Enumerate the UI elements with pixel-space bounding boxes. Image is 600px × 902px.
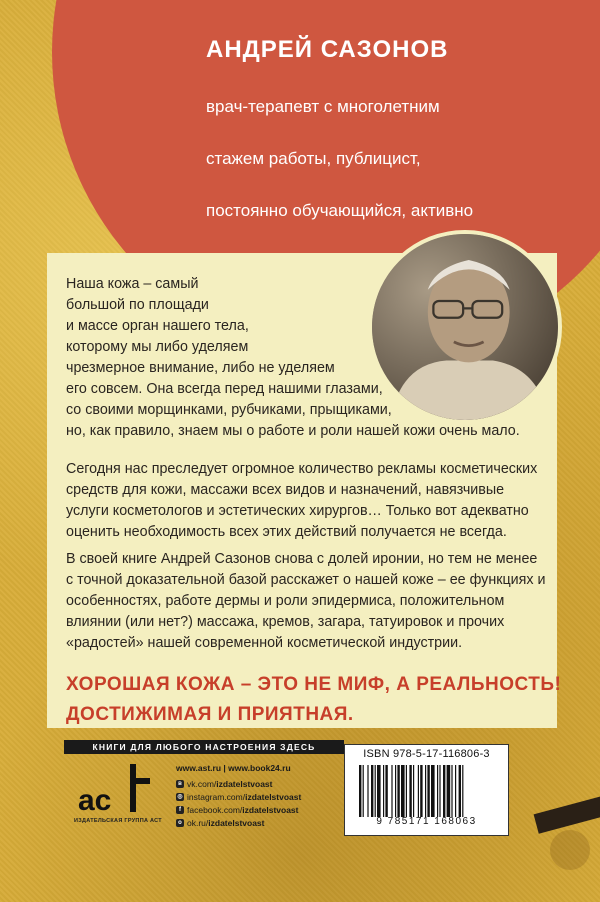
social-link-handle: izdatelstvoast: [208, 817, 265, 828]
barcode-stripe: [375, 765, 376, 817]
barcode-number: 9 785171 168063: [376, 816, 477, 827]
odnoklassniki-icon: о: [176, 819, 184, 827]
social-link-domain: facebook.com/: [187, 804, 243, 815]
blurb-paragraph-2: Сегодня нас преследует огромное количество рекламы косметических средств для кожи, массажи всех видов и назначений, навязчивые услуги косметологов и эстетических хирургов… Только вот адекватно оценить необходимость всех этих действий получается не всегда.: [66, 461, 538, 540]
barcode-stripe: [459, 765, 461, 817]
publisher-name: ИЗДАТЕЛЬСКАЯ ГРУППА АСТ: [74, 818, 162, 824]
instagram-icon: ◎: [177, 793, 183, 800]
slogan-line-2: ДОСТИЖИМАЯ И ПРИЯТНАЯ.: [66, 704, 354, 725]
vk-icon: в: [176, 780, 184, 788]
blurb-line: но, как правило, знаем мы о работе и роли нашей кожи очень мало.: [66, 423, 520, 439]
author-bio-line: постоянно обучающийся, активно: [206, 201, 474, 220]
barcode-stripe: [391, 765, 392, 817]
barcode-stripe: [377, 765, 381, 817]
social-link-domain: instagram.com/: [187, 791, 246, 802]
social-link-handle: izdatelstvoast: [245, 791, 302, 802]
barcode-stripe: [431, 765, 435, 817]
barcode-stripe: [385, 765, 387, 817]
barcode-stripe: [363, 765, 364, 817]
barcode-stripe: [447, 765, 451, 817]
blurb-line: со своими морщинками, рубчиками, прыщиками,: [66, 402, 392, 418]
barcode-stripe: [451, 765, 452, 817]
barcode-stripe: [409, 765, 411, 817]
barcode-stripe: [455, 765, 456, 817]
social-link-domain: vk.com/: [187, 778, 217, 789]
tagline-bar: КНИГИ ДЛЯ ЛЮБОГО НАСТРОЕНИЯ ЗДЕСЬ: [64, 740, 344, 754]
barcode-stripe: [418, 765, 419, 817]
barcode-stripe: [437, 765, 438, 817]
blurb-line: его совсем. Она всегда перед нашими глазами,: [66, 381, 383, 397]
blurb-line: и массе орган нашего тела,: [66, 318, 249, 334]
social-link-vk[interactable]: [176, 777, 301, 790]
author-bio-line: стажем работы, публицист,: [206, 149, 421, 168]
barcode-stripe: [371, 765, 373, 817]
social-link-ok[interactable]: [176, 816, 301, 829]
author-name: АНДРЕЙ САЗОНОВ: [206, 36, 449, 63]
social-link-facebook[interactable]: [176, 803, 301, 816]
publisher-links: [176, 763, 301, 829]
barcode-stripe: [425, 765, 426, 817]
barcode-stripe: [367, 765, 368, 817]
logo-text: ac: [78, 784, 112, 817]
blurb-line: чрезмерное внимание, либо не уделяем: [66, 360, 335, 376]
barcode-stripe: [383, 765, 384, 817]
barcode-stripe: [395, 765, 396, 817]
barcode-stripe: [413, 765, 414, 817]
social-link-instagram[interactable]: [176, 790, 301, 803]
barcode-stripe: [462, 765, 463, 817]
blurb-line: которому мы либо уделяем: [66, 339, 249, 355]
blurb-line: Наша кожа – самый: [66, 276, 199, 292]
blurb-paragraph-1: [66, 274, 520, 442]
barcode-stripe: [439, 765, 440, 817]
barcode-stripe: [427, 765, 429, 817]
isbn: ISBN 978-5-17-116806-3: [363, 748, 490, 760]
facebook-icon: f: [176, 806, 184, 814]
social-link-handle: izdatelstvoast: [242, 804, 299, 815]
site-links[interactable]: www.ast.ru | www.book24.ru: [176, 763, 291, 773]
barcode-stripe: [359, 765, 361, 817]
social-link-handle: izdatelstvoast: [216, 778, 273, 789]
barcode-stripe: [406, 765, 407, 817]
barcode-stripe: [397, 765, 399, 817]
barcode-stripe: [420, 765, 422, 817]
slogan: [66, 670, 561, 730]
barcode: [359, 765, 494, 817]
barcode-box: [344, 744, 509, 836]
author-bio-line: врач-терапевт с многолетним: [206, 97, 440, 116]
barcode-stripe: [443, 765, 445, 817]
barcode-stripe: [401, 765, 405, 817]
blurb-line: большой по площади: [66, 297, 209, 313]
social-link-domain: ok.ru/: [187, 817, 209, 828]
decorative-stain: [550, 830, 590, 870]
blurb-paragraph-3: В своей книге Андрей Сазонов снова с долей иронии, но тем не менее с точной доказательной базой расскажет о нашей коже – ее функциях и особенностях, работе дермы и роли эпидермиса, положительном влиянии (или нет?) массажа, кремов, загара, татуировок и прочих «радостей» нашей современной косметической индустрии.: [66, 551, 546, 651]
slogan-line-1: ХОРОШАЯ КОЖА – ЭТО НЕ МИФ, А РЕАЛЬНОСТЬ!: [66, 674, 562, 695]
